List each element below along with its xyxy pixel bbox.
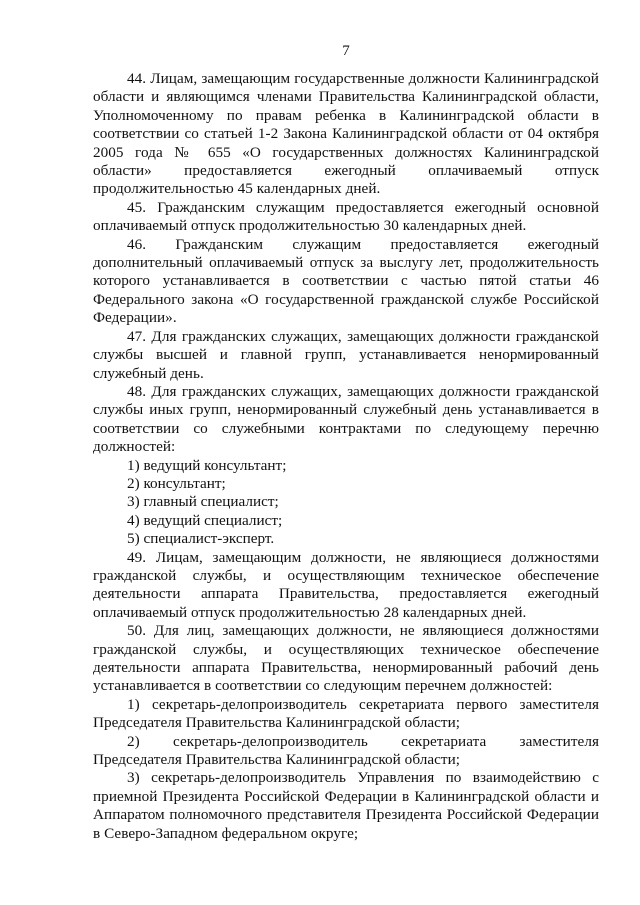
list-50 <box>93 696 599 843</box>
list-item: 5) специалист-эксперт. <box>127 530 275 548</box>
list-item: 1) ведущий консультант; <box>127 456 287 474</box>
paragraph-48: 48. Для гражданских служащих, замещающих должности гражданской службы иных групп, ненормированный служебный день устанавливается в соответствии со служебными контрактами по следующему перечню должностей: <box>93 382 599 456</box>
paragraph-44: 44. Лицам, замещающим государственные должности Калининградской области и являющимся членами Правительства Калининградской области, Уполномоченному по правам ребенка в Калининградской области в соответствии со статьей 1-2 Закона Калининградской области от 04 октября 2005 года № 655 «О государственных должностях Калининградской области» предоставляется ежегодный оплачиваемый отпуск продолжительностью 45 календарных дней. <box>93 70 599 198</box>
paragraph-49: 49. Лицам, замещающим должности, не являющиеся должностями гражданской службы, и осуществляющим техническое обеспечение деятельности аппарата Правительства, предоставляется ежегодный оплачиваемый отпуск продолжительностью 28 календарных дней. <box>93 548 599 621</box>
list-48 <box>93 457 599 549</box>
document-page <box>93 40 599 843</box>
list-item: 3) секретарь-делопроизводитель Управления по взаимодействию с приемной Президента Российской Федерации в Калининградской области и Аппаратом полномочного представителя Президента Российской Федерации в Северо-Западном федеральном округе; <box>93 769 599 842</box>
paragraph-45: 45. Гражданским служащим предоставляется ежегодный основной оплачиваемый отпуск продолжительностью 30 календарных дней. <box>93 198 599 235</box>
paragraph-47: 47. Для гражданских служащих, замещающих должности гражданской службы высшей и главной групп, устанавливается ненормированный служебный день. <box>93 327 599 382</box>
list-item: 1) секретарь-делопроизводитель секретариата первого заместителя Председателя Правительства Калининградской области; <box>93 695 599 732</box>
list-item: 4) ведущий специалист; <box>127 511 283 529</box>
paragraph-50: 50. Для лиц, замещающих должности, не являющиеся должностями гражданской службы, и осуществляющих техническое обеспечение деятельности аппарата Правительства, ненормированный рабочий день устанавливается в соответствии со следующим перечнем должностей: <box>93 622 599 695</box>
list-item: 3) главный специалист; <box>127 493 279 511</box>
list-item: 2) секретарь-делопроизводитель секретариата заместителя Председателя Правительства Калининградской области; <box>93 732 599 769</box>
paragraph-46: 46. Гражданским служащим предоставляется ежегодный дополнительный оплачиваемый отпуск за выслугу лет, продолжительность которого устанавливается в соответствии с частью пятой статьи 46 Федерального закона «О государственной гражданской службе Российской Федерации». <box>93 235 599 327</box>
list-item: 2) консультант; <box>127 474 226 492</box>
page-number: 7 <box>342 43 350 59</box>
